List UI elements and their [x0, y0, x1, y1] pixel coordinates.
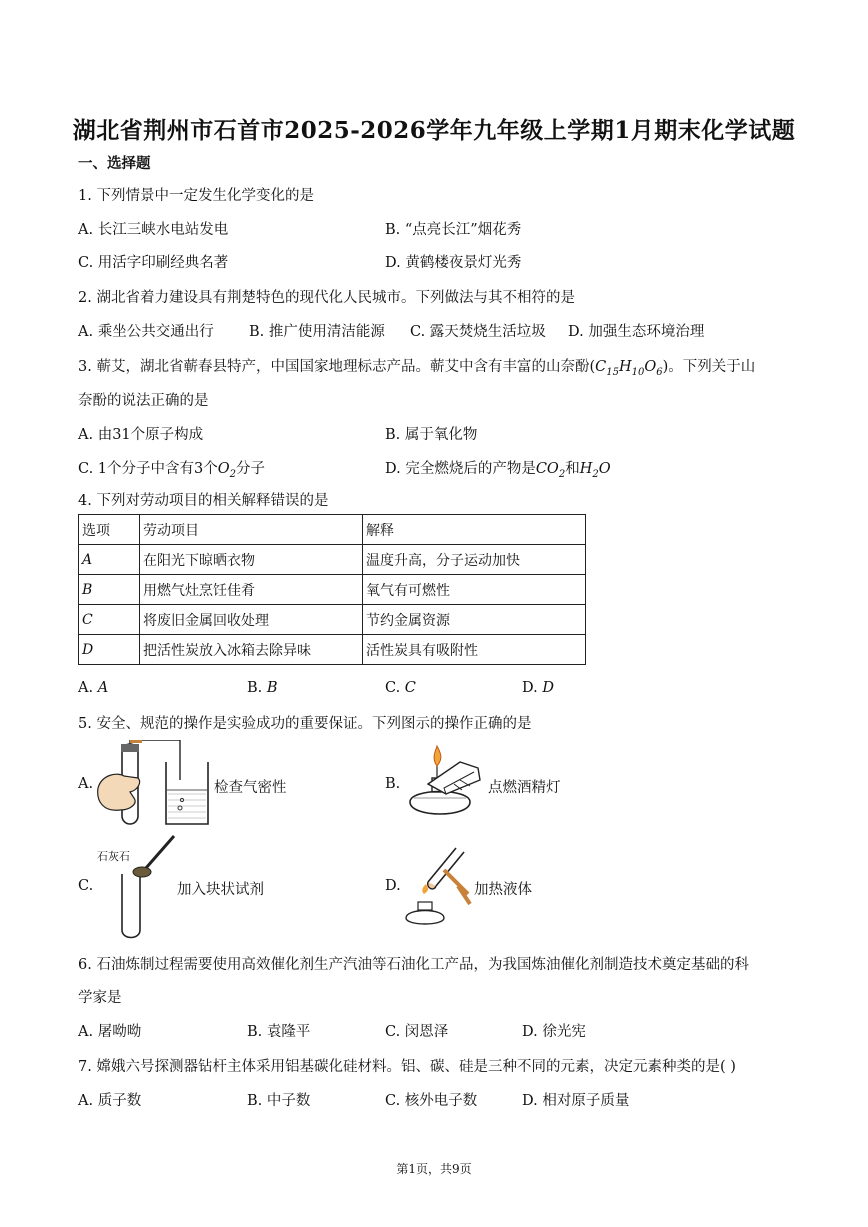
q1-option-a: A. 长江三峡水电站发电 — [78, 222, 229, 238]
q2-option-d: D. 加强生态环境治理 — [568, 324, 705, 340]
table-cell: 活性炭具有吸附性 — [363, 635, 586, 665]
light-lamp-figure — [400, 744, 486, 824]
q5-option-c-letter: C. — [78, 878, 94, 894]
q3-stem-post: )。下列关于山 — [662, 359, 756, 375]
q3-option-b: B. 属于氧化物 — [385, 427, 478, 443]
table-cell: C — [79, 605, 140, 635]
table-cell: A — [79, 545, 140, 575]
q2-option-c: C. 露天焚烧生活垃圾 — [410, 324, 546, 340]
q2-option-a: A. 乘坐公共交通出行 — [78, 324, 214, 340]
q5-option-d-label: 加热液体 — [474, 882, 532, 898]
q5-option-d-letter: D. — [385, 878, 401, 894]
q7-option-c: C. 核外电子数 — [385, 1093, 478, 1109]
q3-option-c: C. 1个分子中含有3个$O_2$分子 — [78, 461, 266, 480]
table-row — [79, 575, 586, 605]
table-cell: 用燃气灶烹饪佳肴 — [140, 575, 363, 605]
table-cell: B — [79, 575, 140, 605]
q6-option-a: A. 屠呦呦 — [78, 1024, 142, 1040]
table-cell: 温度升高，分子运动加快 — [363, 545, 586, 575]
table-row — [79, 545, 586, 575]
q4-option-a: A. A — [78, 680, 109, 696]
airtight-check-figure — [94, 740, 212, 832]
q7-stem: 7. 嫦娥六号探测器钻杆主体采用铝基碳化硅材料。铝、碳、硅是三种不同的元素，决定元素种类的是( ) — [78, 1059, 736, 1075]
q6-option-c: C. 闵恩泽 — [385, 1024, 449, 1040]
table-header-cell: 选项 — [79, 515, 140, 545]
q6-stem-line2: 学家是 — [78, 990, 122, 1006]
q6-option-d: D. 徐光宪 — [522, 1024, 586, 1040]
q4-option-c: C. C — [385, 680, 416, 696]
table-cell: D — [79, 635, 140, 665]
q5-stem: 5. 安全、规范的操作是实验成功的重要保证。下列图示的操作正确的是 — [78, 716, 532, 732]
q5-option-c-label: 加入块状试剂 — [177, 882, 264, 898]
table-cell: 氧气有可燃性 — [363, 575, 586, 605]
table-cell: 将废旧金属回收处理 — [140, 605, 363, 635]
table-header-cell: 劳动项目 — [140, 515, 363, 545]
table-row — [79, 605, 586, 635]
heat-liquid-figure — [398, 842, 474, 928]
page-title: 湖北省荆州市石首市2025-2026学年九年级上学期1月期末化学试题 — [72, 117, 796, 144]
table-cell: 把活性炭放入冰箱去除异味 — [140, 635, 363, 665]
q1-option-d: D. 黄鹤楼夜景灯光秀 — [385, 255, 522, 271]
q1-stem: 1. 下列情景中一定发生化学变化的是 — [78, 188, 314, 204]
page-footer: 第1页，共9页 — [396, 1162, 472, 1176]
table-cell: 节约金属资源 — [363, 605, 586, 635]
q5-option-a-letter: A. — [78, 776, 94, 792]
q2-option-b: B. 推广使用清洁能源 — [249, 324, 385, 340]
q6-stem-line1: 6. 石油炼制过程需要使用高效催化剂生产汽油等石油化工产品，为我国炼油催化剂制造技术奠定基础的科 — [78, 957, 749, 973]
q5-option-a-label: 检查气密性 — [214, 780, 287, 796]
q5-option-b-label: 点燃酒精灯 — [488, 780, 561, 796]
add-solid-figure — [112, 830, 178, 942]
section-heading: 一、选择题 — [78, 155, 151, 172]
q7-option-b: B. 中子数 — [247, 1093, 311, 1109]
q2-stem: 2. 湖北省着力建设具有荆楚特色的现代化人民城市。下列做法与其不相符的是 — [78, 290, 575, 306]
q3-stem — [78, 355, 755, 378]
q7-option-d: D. 相对原子质量 — [522, 1093, 630, 1109]
q6-option-b: B. 袁隆平 — [247, 1024, 311, 1040]
q1-option-c: C. 用活字印刷经典名著 — [78, 255, 229, 271]
table-header-cell: 解释 — [363, 515, 586, 545]
q3-stem-line2: 奈酚的说法正确的是 — [78, 393, 209, 409]
q7-option-a: A. 质子数 — [78, 1093, 142, 1109]
q3-option-d: D. 完全燃烧后的产物是$CO_2$和$H_2O$ — [385, 461, 611, 480]
q1-option-b: B. “点亮长江”烟花秀 — [385, 222, 522, 238]
table-row — [79, 635, 586, 665]
table-header-row — [79, 515, 586, 545]
q3-stem-pre: 3. 蕲艾，湖北省蕲春县特产，中国国家地理标志产品。蕲艾中含有丰富的山奈酚( — [78, 359, 596, 375]
q5-option-b-letter: B. — [385, 776, 401, 792]
q5-limestone-label: 石灰石 — [97, 850, 130, 863]
table-cell: 在阳光下晾晒衣物 — [140, 545, 363, 575]
q4-option-b: B. B — [247, 680, 278, 696]
q4-stem: 4. 下列对劳动项目的相关解释错误的是 — [78, 493, 329, 509]
q3-formula: $C_{15}H_{10}O_6$ — [595, 359, 663, 378]
q4-table — [78, 514, 586, 665]
q4-option-d: D. D — [522, 680, 554, 696]
q3-option-a: A. 由31个原子构成 — [78, 427, 204, 443]
